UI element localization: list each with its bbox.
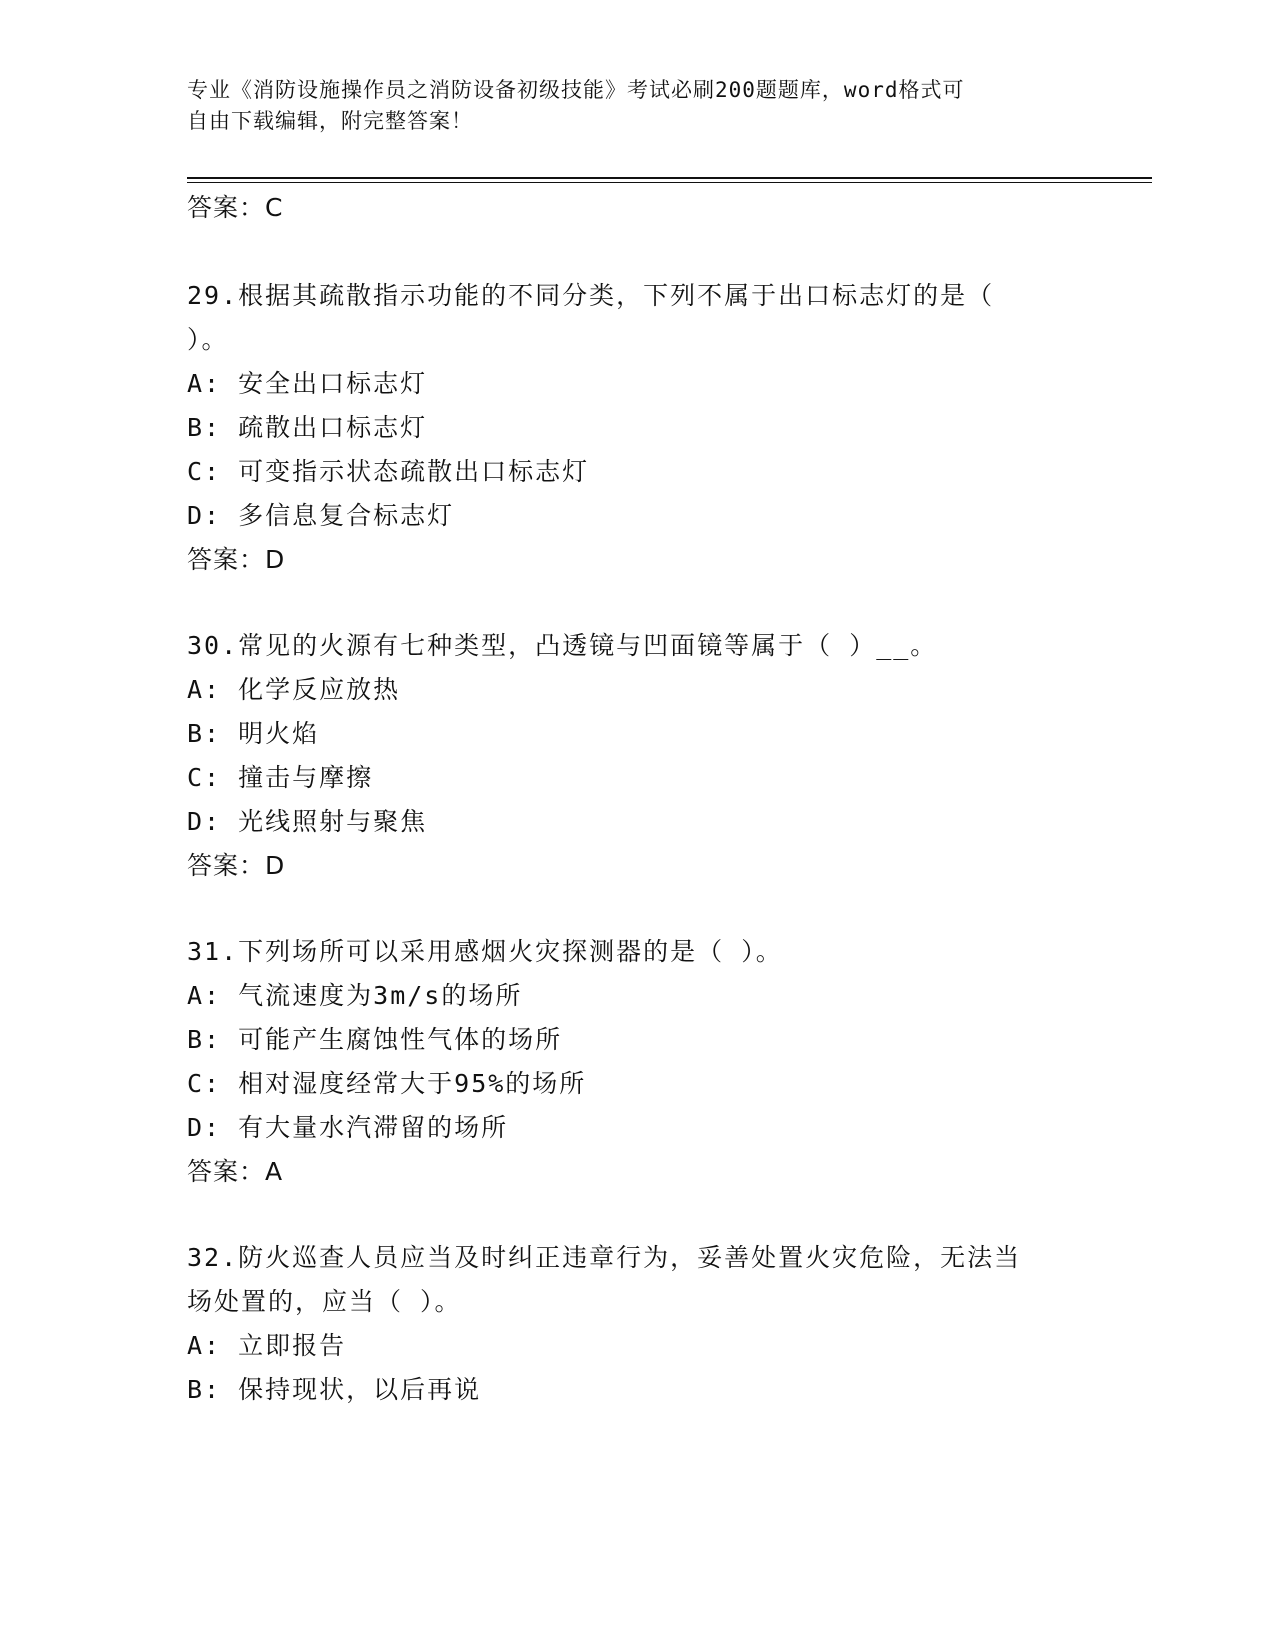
question-31-stem: 31.下列场所可以采用感烟火灾探测器的是（ ）。 (187, 937, 783, 966)
header-line-2: 自由下载编辑，附完整答案！ (187, 109, 473, 133)
question-30-answer: 答案：D (187, 851, 286, 880)
previous-answer: 答案：C (187, 193, 284, 222)
question-31-option-c: C: 相对湿度经常大于95%的场所 (187, 1069, 587, 1098)
question-29-option-a: A: 安全出口标志灯 (187, 369, 428, 398)
question-29-option-b: B: 疏散出口标志灯 (187, 413, 428, 442)
question-30-stem: 30.常见的火源有七种类型，凸透镜与凹面镜等属于（ ）__。 (187, 631, 938, 660)
question-32-option-a: A: 立即报告 (187, 1331, 347, 1360)
question-31-option-b: B: 可能产生腐蚀性气体的场所 (187, 1025, 563, 1054)
question-29-stem-line-1: 29.根据其疏散指示功能的不同分类，下列不属于出口标志灯的是（ (187, 281, 995, 310)
question-31-option-a: A: 气流速度为3m/s的场所 (187, 981, 523, 1010)
question-31-option-d: D: 有大量水汽滞留的场所 (187, 1113, 509, 1142)
question-32-stem-line-2: 场处置的，应当（ ）。 (187, 1287, 462, 1316)
question-30-option-d: D: 光线照射与聚焦 (187, 807, 428, 836)
question-31-answer: 答案：A (187, 1157, 284, 1186)
question-32-stem-line-1: 32.防火巡查人员应当及时纠正违章行为，妥善处置火灾危险，无法当 (187, 1243, 1022, 1272)
header-line-1: 专业《消防设施操作员之消防设备初级技能》考试必刷200题题库，word格式可 (187, 78, 965, 102)
document-header (187, 75, 1087, 137)
question-29-option-c: C: 可变指示状态疏散出口标志灯 (187, 457, 590, 486)
question-30-option-b: B: 明火焰 (187, 719, 320, 748)
header-rule-thick (187, 177, 1152, 179)
question-29-answer: 答案：D (187, 545, 286, 574)
question-30-option-c: C: 撞击与摩擦 (187, 763, 374, 792)
question-29-option-d: D: 多信息复合标志灯 (187, 501, 455, 530)
question-30-option-a: A: 化学反应放热 (187, 675, 401, 704)
question-32-option-b: B: 保持现状，以后再说 (187, 1375, 482, 1404)
question-29-stem-line-2: ）。 (187, 325, 229, 354)
header-rule-thin (187, 182, 1152, 183)
